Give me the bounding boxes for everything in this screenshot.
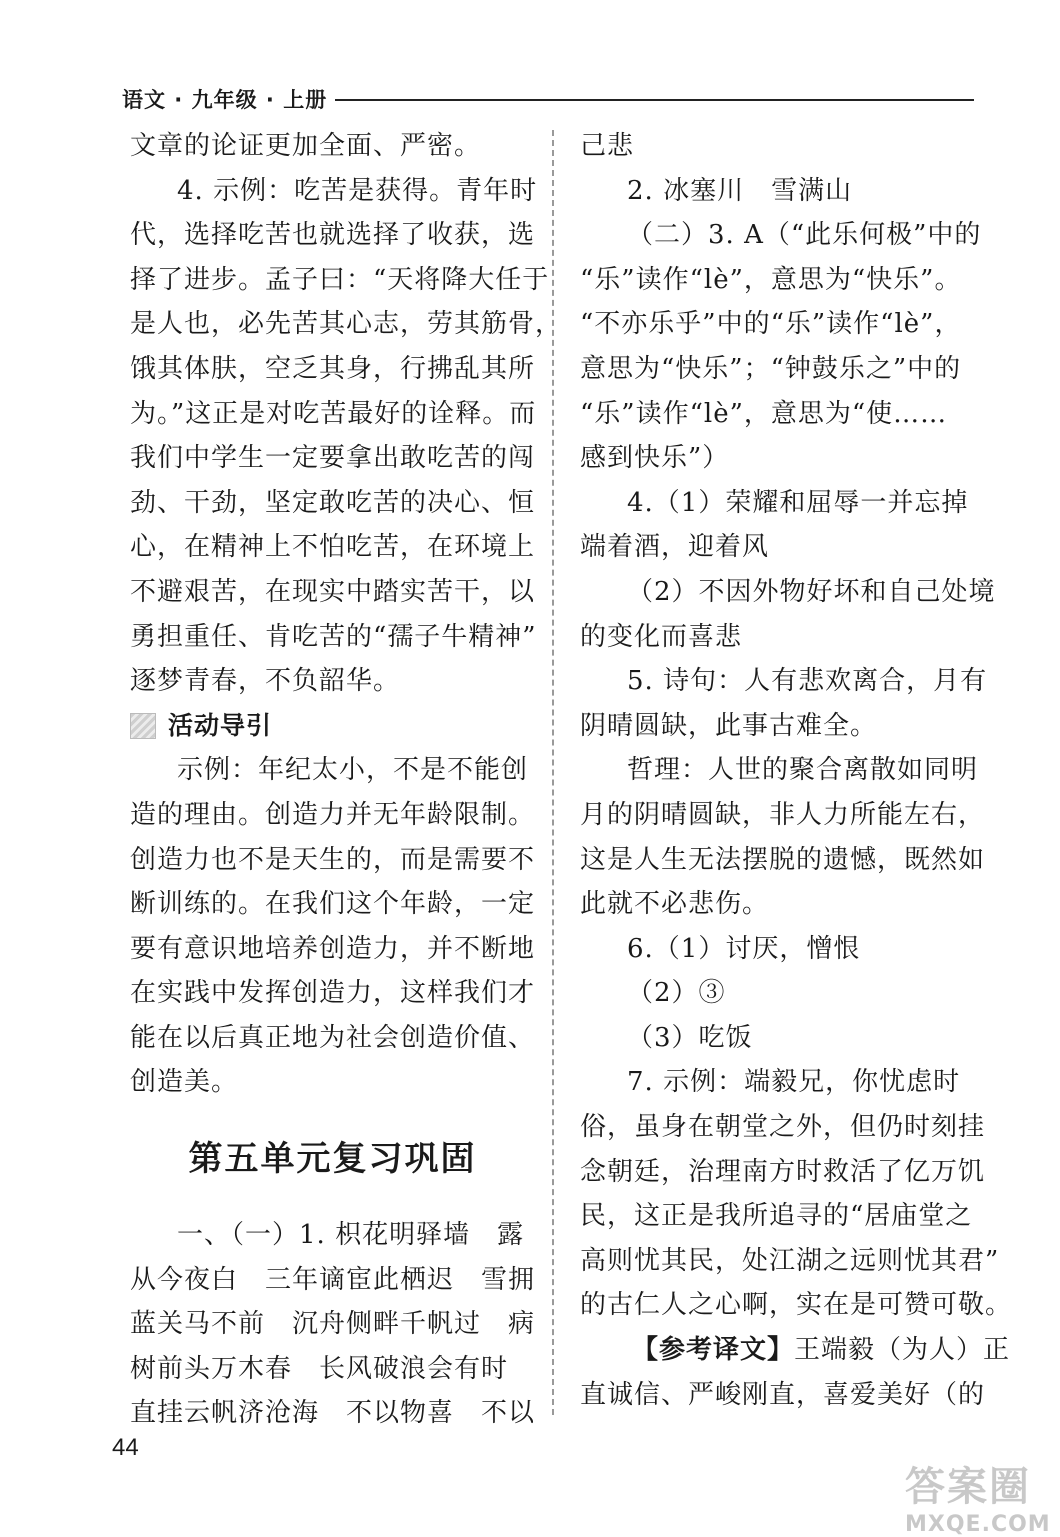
text-line: 能在以后真正地为社会创造价值、 (130, 1022, 536, 1053)
left-column (130, 124, 563, 1436)
text-line: 端着酒，迎着风 (580, 532, 770, 563)
text-line: 此就不必悲伤。 (580, 889, 770, 920)
section-marker-icon (130, 713, 156, 739)
reference-translation-line (580, 1328, 1011, 1373)
text-line: 不避艰苦，在现实中踏实苦干，以 (130, 576, 536, 607)
text-line: “不亦乐乎”中的“乐”读作“lè”， (580, 309, 962, 340)
text-line: 蓝关马不前 沉舟侧畔千帆过 病 (130, 1309, 536, 1340)
text-line: （二）3. A（“此乐何极”中的 (627, 220, 982, 251)
text-line: 文章的论证更加全面、严密。 (130, 131, 482, 161)
text-line: 要有意识地培养创造力，并不断地 (130, 933, 536, 964)
text-line: 月的阴晴圆缺，非人力所能左右， (580, 799, 986, 830)
text-line: 阴晴圆缺，此事古难全。 (580, 710, 878, 741)
text-line: 的古仁人之心啊，实在是可赞可敬。 (580, 1290, 1013, 1321)
reference-translation-text: 王端毅（为人）正 (794, 1335, 1011, 1366)
watermark-main-text: 答案圈 (905, 1464, 1031, 1510)
text-line: 代，选择吃苦也就选择了收获，选 (130, 220, 536, 251)
text-line: 感到快乐”） (580, 443, 730, 474)
watermark-sub-text: MXQE.COM (905, 1512, 1051, 1537)
text-line: 逐梦青春，不负韶华。 (130, 666, 401, 697)
right-column (580, 124, 1013, 1417)
text-line: 6.（1）讨厌，憎恨 (627, 933, 861, 964)
text-line: 的变化而喜悲 (580, 621, 743, 652)
text-line: 劲、干劲，坚定敢吃苦的决心、恒 (130, 487, 536, 518)
text-line: 这是人生无法摆脱的遗憾，既然如 (580, 844, 986, 875)
text-line: 断训练的。在我们这个年龄，一定 (130, 889, 536, 920)
watermark-logo (905, 1455, 1055, 1537)
text-line: （2）③ (627, 978, 726, 1009)
text-line: 为。”这正是对吃苦最好的诠释。而 (130, 398, 537, 429)
text-line: 民，这正是我所追寻的“居庙堂之 (580, 1201, 973, 1232)
chapter-title: 第五单元复习巩固 (188, 1139, 477, 1180)
text-line: 创造力也不是天生的，而是需要不 (130, 844, 536, 875)
text-line: 是人也，必先苦其心志，劳其筋骨， (130, 309, 563, 340)
text-line: 创造美。 (130, 1067, 239, 1098)
running-header (122, 86, 974, 112)
page-number: 44 (112, 1434, 139, 1461)
text-line: “乐”读作“lè”，意思为“快乐”。 (580, 264, 962, 295)
text-line: 造的理由。创造力并无年龄限制。 (130, 799, 536, 830)
text-line: 从今夜白 三年谪宦此栖迟 雪拥 (130, 1264, 536, 1295)
text-line: 在实践中发挥创造力，这样我们才 (130, 978, 536, 1009)
text-line: 饿其体肤，空乏其身，行拂乱其所 (130, 353, 536, 384)
text-line: （2）不因外物好坏和自己处境 (627, 576, 996, 607)
text-line: （3）吃饭 (627, 1022, 753, 1053)
text-line: 勇担重任、肯吃苦的“孺子牛精神” (130, 621, 537, 652)
text-line: 7. 示例：端毅兄，你忧虑时 (627, 1067, 961, 1098)
text-line: 4. 示例：吃苦是获得。青年时 (177, 175, 538, 206)
text-line: 心，在精神上不怕吃苦，在环境上 (130, 532, 536, 563)
text-line: 直诚信、严峻刚直，喜爱美好（的 (580, 1379, 986, 1410)
text-line: 一、（一）1. 枳花明驿墙 露 (177, 1220, 525, 1251)
text-line: 念朝廷，治理南方时救活了亿万饥 (580, 1156, 986, 1187)
text-line: 5. 诗句：人有悲欢离合，月有 (627, 666, 988, 697)
text-line: 俗，虽身在朝堂之外，但仍时刻挂 (580, 1112, 986, 1143)
text-line: 意思为“快乐”；“钟鼓乐之”中的 (580, 353, 962, 384)
text-line: 高则忧其民，处江湖之远则忧其君” (580, 1245, 1000, 1276)
text-line: 择了进步。孟子曰：“天将降大任于 (130, 264, 550, 295)
section-title: 活动导引 (168, 710, 273, 740)
text-line: 我们中学生一定要拿出敢吃苦的闯 (130, 443, 536, 474)
reference-translation-label: 【参考译文】 (632, 1335, 795, 1366)
text-line: 2. 冰塞川 雪满山 (627, 175, 853, 206)
text-line: 己悲 (580, 131, 635, 161)
text-line: 直挂云帆济沧海 不以物喜 不以 (130, 1398, 536, 1429)
text-line: “乐”读作“lè”，意思为“使…… (580, 398, 948, 429)
header-title: 语文 · 九年级 · 上册 (122, 88, 328, 112)
text-line: 示例：年纪太小，不是不能创 (177, 755, 529, 786)
header-rule (335, 99, 974, 101)
section-heading (130, 704, 535, 749)
text-line: 4.（1）荣耀和屈辱一并忘掉 (627, 487, 969, 518)
column-divider (552, 130, 554, 1415)
text-line: 哲理：人世的聚合离散如同明 (627, 755, 979, 786)
text-line: 树前头万木春 长风破浪会有时 (130, 1353, 509, 1384)
